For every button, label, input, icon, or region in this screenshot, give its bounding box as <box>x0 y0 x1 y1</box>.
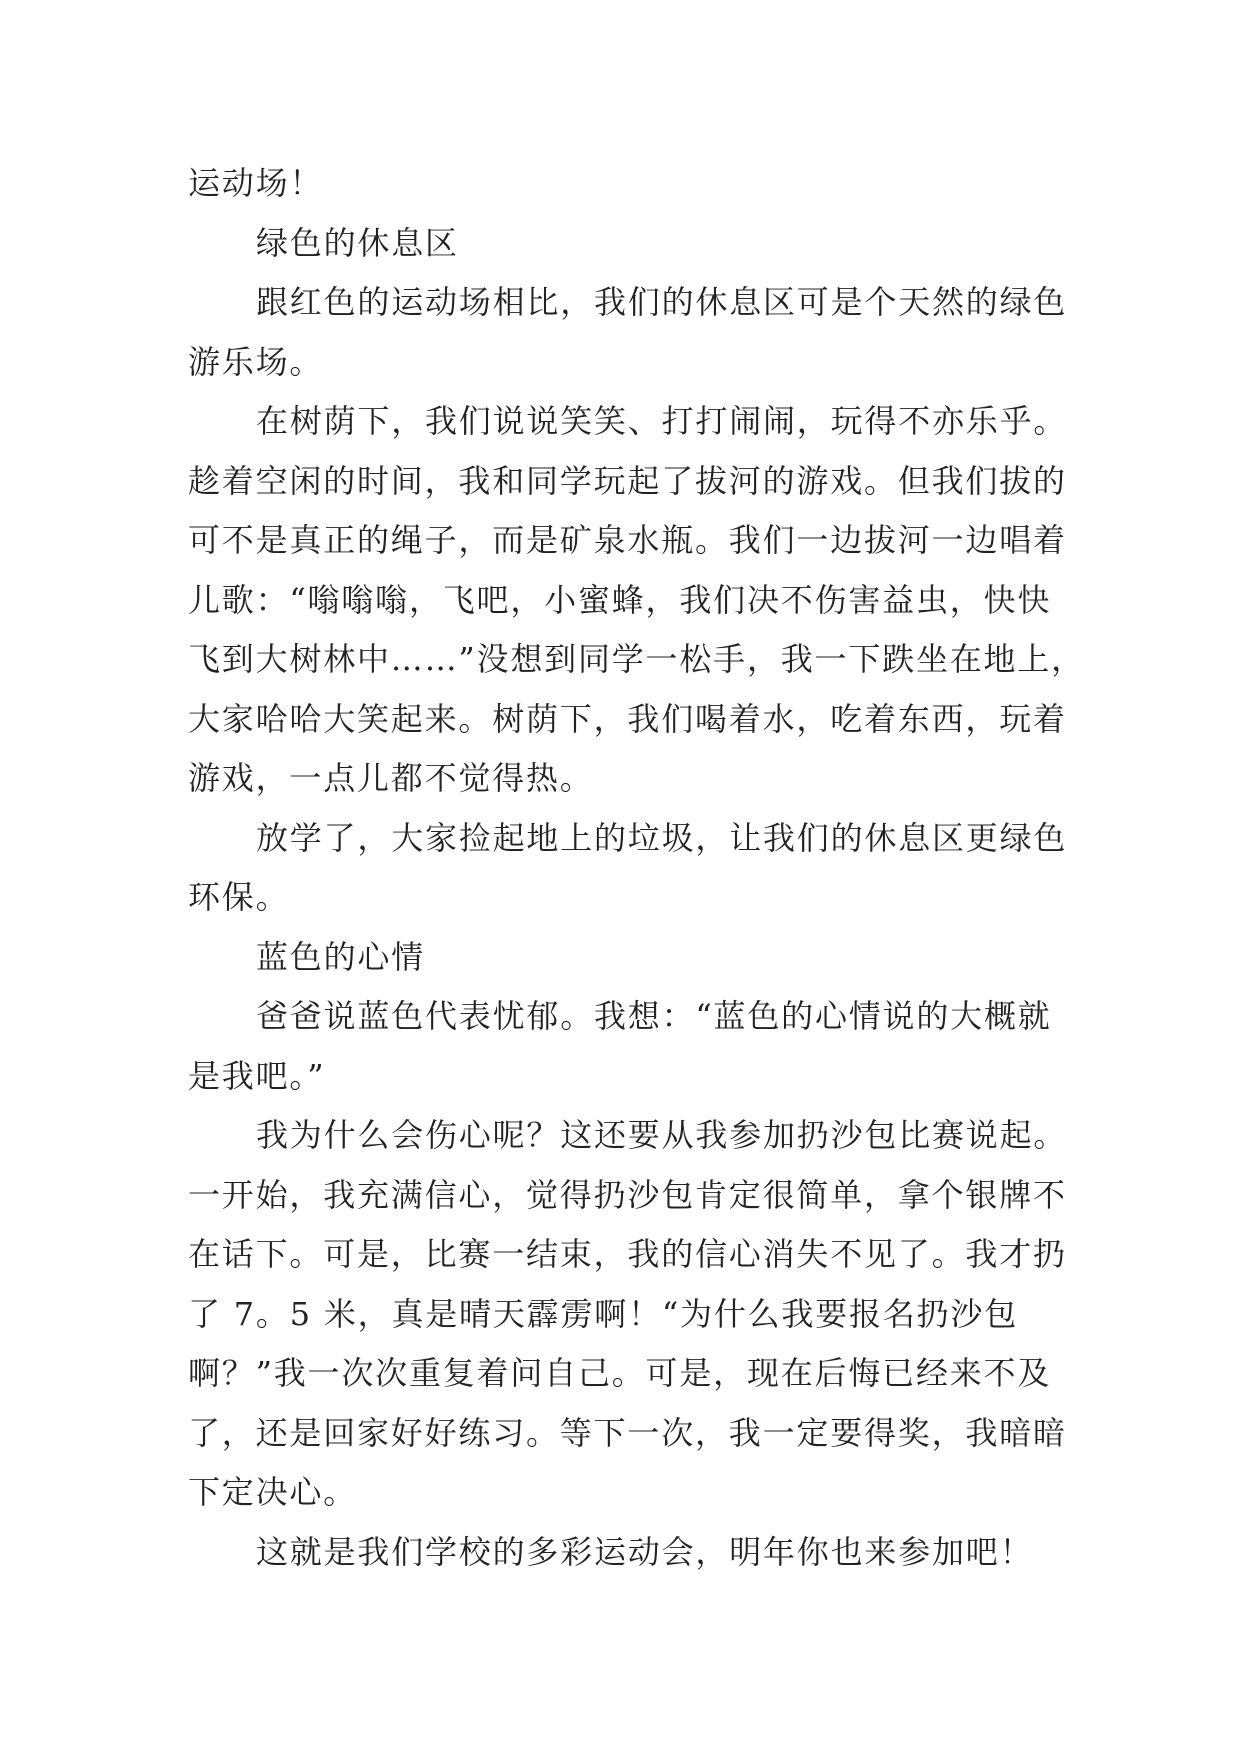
text-line: 游戏，一点儿都不觉得热。 <box>188 759 594 797</box>
text-line: 爸爸说蓝色代表忧郁。我想：“蓝色的心情说的大概就 <box>256 997 1052 1035</box>
text-line: 在话下。可是，比赛一结束，我的信心消失不见了。我才扔 <box>188 1235 1067 1273</box>
text-line: 这就是我们学校的多彩运动会，明年你也来参加吧！ <box>256 1532 1034 1571</box>
section-heading: 绿色的休息区 <box>256 223 459 262</box>
text-line: 大家哈哈大笑起来。树荫下，我们喝着水，吃着东西，玩着 <box>188 699 1067 738</box>
text-line: 了，还是回家好好练习。等下一次，我一定要得奖，我暗暗 <box>188 1413 1067 1452</box>
text-line: 放学了，大家捡起地上的垃圾，让我们的休息区更绿色 <box>256 818 1068 857</box>
text-line: 环保。 <box>188 878 290 916</box>
text-line: 了 7。5 米，真是晴天霹雳啊！“为什么我要报名扔沙包 <box>188 1294 1019 1333</box>
text-line: 可不是真正的绳子，而是矿泉水瓶。我们一边拔河一边唱着 <box>188 521 1067 559</box>
text-line: 儿歌：“嗡嗡嗡，飞吧，小蜜蜂，我们决不伤害益虫，快快 <box>188 580 1052 619</box>
section-heading: 蓝色的心情 <box>256 937 426 976</box>
essay-body <box>188 154 1085 1582</box>
text-line: 跟红色的运动场相比，我们的休息区可是个天然的绿色 <box>256 283 1068 321</box>
text-line: 是我吧。” <box>188 1056 326 1095</box>
text-line: 游乐场。 <box>188 342 324 381</box>
text-line: 下定决心。 <box>188 1473 358 1511</box>
text-line: 运动场！ <box>188 164 324 202</box>
text-line: 在树荫下，我们说说笑笑、打打闹闹，玩得不亦乐乎。 <box>256 402 1068 440</box>
text-line: 趁着空闲的时间，我和同学玩起了拔河的游戏。但我们拔的 <box>188 461 1067 500</box>
text-line: 啊？”我一次次重复着问自己。可是，现在后悔已经来不及 <box>188 1354 1052 1392</box>
text-line: 我为什么会伤心呢？这还要从我参加扔沙包比赛说起。 <box>256 1116 1068 1154</box>
text-line: 一开始，我充满信心，觉得扔沙包肯定很简单，拿个银牌不 <box>188 1175 1067 1214</box>
text-line: 飞到大树林中……”没想到同学一松手，我一下跌坐在地上， <box>188 640 1085 678</box>
